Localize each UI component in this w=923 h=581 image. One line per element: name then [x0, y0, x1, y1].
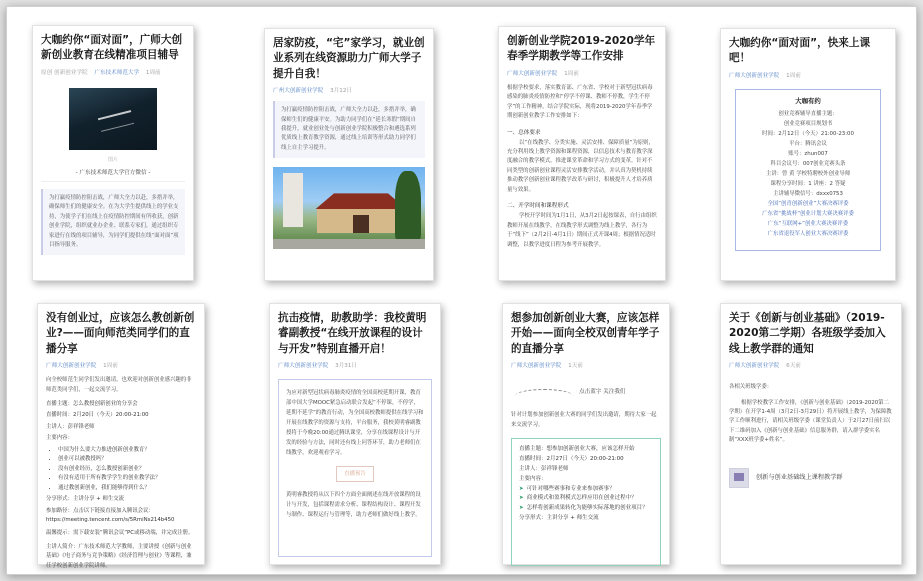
poster-line: 创业竞赛项目规划书 — [783, 120, 833, 127]
live-preview-button[interactable]: 直播预告 — [336, 466, 374, 482]
photo-caption: 图片 — [107, 156, 118, 163]
article-title[interactable]: 大咖约你“面对面”，快来上课吧！ — [729, 37, 871, 65]
campus-photo — [273, 167, 425, 249]
divider — [41, 181, 185, 182]
article-title[interactable]: 抗击疫情，助教助学：我校黄明睿副教授“在线开放课程的设计与开发”特别直播开启！ — [278, 312, 427, 355]
live-poster — [735, 89, 881, 251]
article-source-link[interactable]: 广师大创新创业学院 — [46, 363, 97, 370]
article-source-link[interactable]: 广师大创新创业学院 — [507, 70, 558, 77]
dashed-arrow-icon — [515, 389, 573, 403]
article-source-link[interactable]: 广师大创新创业学院 — [511, 363, 562, 370]
article-source-link[interactable]: 广师大创新创业学院 — [278, 363, 329, 370]
content-label: 主要内容： — [46, 435, 73, 442]
section-body: 以“在线教学、分类实施、灵活安排、保障质量”为原则，充分利用线上教学资源和课程资源，以信息技术与教育教学深度融合的教学模式，推进课堂革命和学习方式的变革。针对不同类型的创新创业课程灵活安排教学活动，并认真为契机持续推动教学创新创业课程教学改革与研讨，积极提升人才培养质量与效果。 — [507, 139, 654, 193]
arrow-icon: ➤ — [519, 485, 524, 492]
live-speaker: 主讲人：彭祥锋老师 — [46, 423, 95, 430]
article-card-course-group-notice[interactable] — [720, 303, 902, 565]
article-meta: 广师大创新创业学院 1周前 — [729, 72, 801, 79]
article-intro: 为打赢疫情防控阻击战，广师大全力以赴，多措并举，确保师生们的健康安全。在为大学生提供线上的学业支持，为使学子们在线上在疫情防控期间有所收获，创新创业学院，组织就业办企业、联系专家们，通过组织专家进行在线的项目辅导，为同学们提供在线“面对面”项目指导服务。 — [41, 189, 185, 256]
arrow-icon: ➤ — [519, 495, 524, 502]
article-intro: 针对计划参加创新创业大赛的同学们发出邀请，期待大家一起来交流学习。 — [511, 412, 657, 428]
list-item: • 通过教创新创业，我们能够得到什么？ — [58, 484, 196, 493]
poster-line: 主讲：曾 黄 学校特聘校外创业导师 — [765, 170, 851, 177]
follow-us-label: 点击蓝字 关注我们 — [579, 389, 626, 396]
live-theme: 直播主题：怎么教授创新创业的分享会 — [46, 400, 138, 407]
group-link[interactable] — [729, 468, 893, 488]
article-card-course-design-live[interactable] — [269, 303, 441, 565]
list-item: ➤ 怎样将创新成果转化为能够实际落地的创业项目？ — [519, 504, 653, 514]
intro-box-text: 为应对新型冠状病毒肺炎疫情的全国高校延期开课，教育部中国大学MOOC紧急启动联合发起“不停课，不停学，延期不延学”的教育行动，为全国高校教师提供在线学习和开展在线教学的资源与支持，平台服务，我校黄明睿副教授将于今晚20:00通过腾讯课堂，分享在线课程设计与开发的经验与方法，同时还有线上问答环节，助力老师们在线教学，欢迎观看学习。 — [286, 390, 424, 457]
group-link-text: 创新与创业基础线上课程教学群 — [756, 473, 843, 481]
article-source-link[interactable]: 广师大创新创业学院 — [729, 72, 780, 79]
speaker-bio: 主讲人简介：广东技术师范大学教师，主要讲授《创新与创业基础》《电子商务与竞争策略》《经济管理与创业》等课程，兼任学校创新创业学院讲师。 — [46, 543, 192, 569]
poster-line: 全国“创青创新创业”大赛决赛评委 — [767, 200, 849, 207]
article-meta: 广师大创新创业学院 6天前 — [729, 363, 801, 370]
poster-line: 广东“互联网+”创业大赛决赛评委 — [767, 220, 849, 227]
poster-line: 平台：腾讯会议 — [789, 140, 827, 147]
article-source-link[interactable]: 广东技术师范大学 — [94, 69, 140, 76]
article-title[interactable]: 大咖约你“面对面”，广师大创新创业教育在线精准项目辅导 — [41, 34, 183, 62]
article-meta: 广师大创新创业学院 1天前 — [511, 363, 583, 370]
article-source-link[interactable]: 广师大创新创业学院 — [729, 363, 780, 370]
poster-heading: 大咖有约 — [795, 96, 821, 105]
article-card-home-learning[interactable] — [264, 28, 434, 281]
share-form: 分享形式：主讲分享 + 师生交流 — [519, 515, 599, 522]
article-photo — [69, 88, 157, 150]
poster-line: 广东省“挑战杯”创业计划大赛决赛评委 — [762, 210, 854, 217]
article-intro: 根据学校要求，落实教育部、广东省、学校对于新型冠状病毒感染的肺炎疫情防控和“停学不停课、教师不停教，学生不停学”的工作精神，结合学院实际，现将2019-2020学年春季学期创新创业教学工作安排如下： — [507, 84, 653, 120]
article-title[interactable]: 创新创业学院2019-2020学年春季学期教学等工作安排 — [507, 35, 656, 63]
live-theme: 直播主题：想参加创新创业大赛，应该怎样开始 — [519, 445, 635, 452]
article-title[interactable]: 居家防疫，“宅”家学习，就业创业系列在线资源助力广师大学子提升自我！ — [273, 37, 425, 80]
poster-line: 科目会议号：007创业竞赛头条 — [770, 160, 846, 167]
article-title[interactable]: 想参加创新创业大赛，应该怎样开始——面向全校双创青年学子的直播分享 — [511, 312, 660, 355]
article-card-online-mentoring[interactable] — [32, 25, 194, 281]
live-time: 直播时间：2月27日（今天）20:00-21:00 — [519, 455, 624, 462]
follow-us-banner[interactable] — [511, 379, 661, 409]
article-title[interactable]: 没有创业过，应该怎么教创新创业?——面向师范类同学们的直播分享 — [46, 312, 195, 355]
group-thumbnail-icon — [729, 468, 749, 488]
article-title[interactable]: 关于《创新与创业基础》（2019-2020第二学期）各班级学委加入线上教学群的通知 — [729, 312, 886, 355]
share-form: 分享形式：主讲分享 + 师生交流 — [46, 496, 125, 503]
tip-text: 温馨提示：需下载安装“腾讯会议”PC或移动端，并完成注册。 — [46, 530, 194, 537]
article-meta: 广师大创新创业学院 3月31日 — [278, 363, 358, 370]
live-speaker: 主讲人：彭祥锋老师 — [519, 465, 569, 472]
live-time: 直播时间：2月20日（今天）20:00-21:00 — [46, 412, 149, 419]
list-item: • 中国为什么要大力推进创新创业教育？ — [58, 446, 196, 455]
arrow-icon: ➤ — [519, 505, 524, 512]
list-item: ➤ 可针对哪些赛事和专业来参加赛事？ — [519, 485, 653, 495]
intro-box — [278, 379, 432, 557]
article-meta: 广师大创新创业学院 1周前 — [507, 70, 579, 77]
article-card-mentor-poster[interactable] — [720, 28, 896, 281]
article-card-competition-live[interactable] — [502, 303, 670, 565]
content-label: 主要内容： — [519, 475, 547, 482]
outline-text: 黄明睿教授将从以下四个方面全面阐述在线开放课程的设计与开发，包括课程需求分析、课程结构设计、课程开发与制作、课程运行与管理等，助力老师们做好线上教学。 — [286, 492, 421, 519]
topic-list — [46, 446, 196, 493]
list-item: • 没有创业经历，怎么教授创新创业？ — [58, 465, 196, 474]
article-source-link[interactable]: 广州大创新创业学院 — [273, 88, 324, 95]
list-item: • 创业可以被教授吗？ — [58, 455, 196, 464]
notice-body: 根据学校教学工作安排，《创新与创业基础》（2019-2020第二学期）在开学1-4周（3月2日-3月29日）将开展线上教学，为保障教学工作顺利进行，请相关班级学委（课堂负责人）于2月27日前扫以下二维码加入《创新与创业基础》信息服务群，请入群学委实名制“XXX班学委+姓名”。 — [729, 399, 892, 444]
meeting-link[interactable]: 参加路径：点击以下链接直接加入腾讯会议：https://meeting.tencent.com/s/5RmiNs214b450 — [46, 507, 175, 523]
poster-line: 创业竞赛辅导直播主题： — [778, 110, 838, 117]
section-body: 学校开学时间为1月1日，从3月2日起按课表，自行由组织教师开展在线教学，在线教学形式调整为线上教学，各行为于“线下”（2月2日-4月1日）期间正式开课4周；根据情况适时调整，以教学进度日程为参考开展教学。 — [507, 213, 657, 248]
section-heading: 二、开学时间和课程形式 — [507, 203, 569, 210]
article-meta: 原创 创新创业学院 广东技术师范大学 1周前 — [41, 69, 161, 76]
list-item: ➤ 商业模式和盈利模式怎样应用在创业过程中？ — [519, 494, 653, 504]
poster-line: 课程分享时间：1 讲座：2 答疑 — [770, 180, 846, 187]
article-card-teaching-live[interactable] — [37, 303, 205, 569]
official-account-line: - 广东技术师范大学官方微信 - — [75, 169, 151, 176]
poster-line: 主讲辅导微信号：dxxx0753 — [773, 190, 843, 197]
article-meta: 广师大创新创业学院 1周前 — [46, 363, 118, 370]
poster-line: 广东省退役军人创业大赛决赛评委 — [767, 230, 849, 237]
poster-line: 时间：2月12日（今天）21:00-23:00 — [762, 130, 854, 137]
article-card-semester-plan[interactable] — [498, 26, 666, 281]
article-intro: 为打赢疫情防控阻击战，广师大全力以赴，多措并举，确保师生们的健康平安。为助力同学们在“延长寒假”期间自我提升，就业创业处与创新创业学院积极整合和遴选系列优质线上教育教学资源，通过线上培训等形式助力同学们线上自主学习提升。 — [273, 101, 425, 158]
list-item: • 有没有适用于所有教学学生的创业教学法？ — [58, 474, 196, 483]
live-info-box — [511, 438, 661, 566]
article-meta: 广州大创新创业学院 3月12日 — [273, 88, 353, 95]
section-heading: 一、总体要求 — [507, 129, 541, 136]
greeting: 各相关班级学委： — [729, 384, 773, 391]
poster-line: 账号：zhun007 — [788, 150, 828, 157]
article-intro: 向全校师范生同学们发出邀请，也欢迎对创新创业感兴趣的非师范类同学们，一起交流学习。 — [46, 377, 192, 393]
collage-frame — [6, 6, 917, 575]
